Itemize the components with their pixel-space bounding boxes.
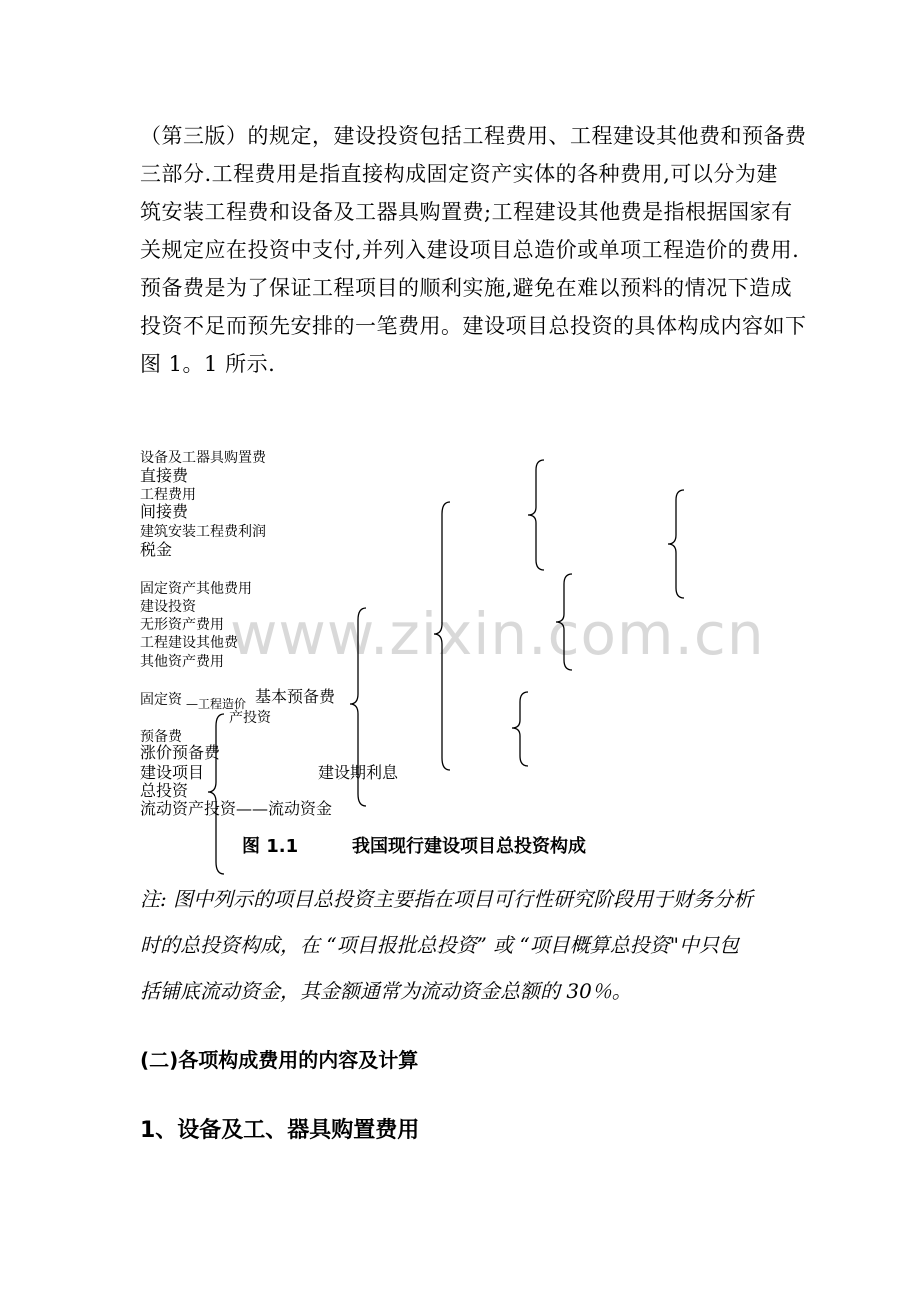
note-line: 时的总投资构成，在 “项目报批总投资” 或 “项目概算总投资"中只包: [140, 933, 739, 957]
figure-number: 图 1.1: [242, 836, 299, 857]
label-construction-investment: 建设投资: [140, 599, 196, 615]
brace-engineering: [528, 460, 544, 570]
label-project-cost: —工程造价: [186, 697, 247, 711]
label-direct-cost: 直接费: [140, 466, 189, 485]
intro-line: 投资不足而预先安排的一笔费用。建设项目总投资的具体构成内容如下: [140, 314, 807, 338]
label-intangible-asset: 无形资产费用: [140, 617, 224, 633]
brace-reserve: [512, 692, 528, 766]
label-other-asset: 其他资产费用: [140, 654, 224, 670]
subsection-heading: 1、设备及工、器具购置费用: [140, 1118, 420, 1143]
label-fixed-asset: 固定资: [140, 692, 182, 708]
brace-total-investment: [208, 714, 224, 874]
intro-line: （第三版）的规定，建设投资包括工程费用、工程建设其他费和预备费: [140, 124, 807, 148]
label-equipment-purchase: 设备及工器具购置费: [140, 450, 266, 466]
label-installation-profit: 建筑安装工程费利润: [140, 524, 266, 540]
intro-line: 筑安装工程费和设备及工器具购置费;工程建设其他费是指根据国家有: [140, 200, 793, 224]
intro-line: 预备费是为了保证工程项目的顺利实施,避免在难以预料的情况下造成: [140, 276, 793, 300]
brace-construction-investment: [434, 502, 450, 770]
figure-note: [140, 876, 812, 1014]
label-reserve-fund: 预备费: [140, 729, 182, 745]
label-indirect-cost: 间接费: [140, 502, 189, 521]
brace-other-costs: [556, 574, 572, 670]
label-fixed-asset-other: 固定资产其他费用: [140, 581, 252, 597]
label-interest-during-construction: 建设期利息: [318, 763, 399, 782]
note-line: 括铺底流动资金，其金额通常为流动资金总额的 30％。: [140, 979, 632, 1003]
note-line: 注: 图中列示的项目总投资主要指在项目可行性研究阶段用于财务分析: [140, 887, 754, 911]
label-other-construction-cost: 工程建设其他费: [140, 635, 238, 651]
figure-title: 我国现行建设项目总投资构成: [352, 836, 586, 857]
intro-line: 图 1。1 所示.: [140, 352, 276, 376]
watermark: www.zixin.com.cn: [230, 600, 765, 668]
label-working-capital: 流动资产投资——流动资金: [140, 799, 333, 818]
label-price-reserve: 涨价预备费: [140, 743, 221, 762]
label-tax: 税金: [140, 540, 173, 559]
intro-line: 三部分.工程费用是指直接构成固定资产实体的各种费用,可以分为建: [140, 162, 778, 186]
intro-line: 关规定应在投资中支付,并列入建设项目总造价或单项工程造价的费用.: [140, 238, 800, 262]
brace-top-right: [668, 490, 684, 598]
label-engineering-cost: 工程费用: [140, 487, 196, 503]
label-construction-project: 建设项目: [140, 763, 205, 782]
label-basic-reserve: 基本预备费: [255, 687, 336, 706]
section-heading: (二)各项构成费用的内容及计算: [140, 1048, 419, 1072]
label-total-investment: 总投资: [140, 781, 189, 800]
label-asset-investment: 产投资: [229, 710, 271, 726]
